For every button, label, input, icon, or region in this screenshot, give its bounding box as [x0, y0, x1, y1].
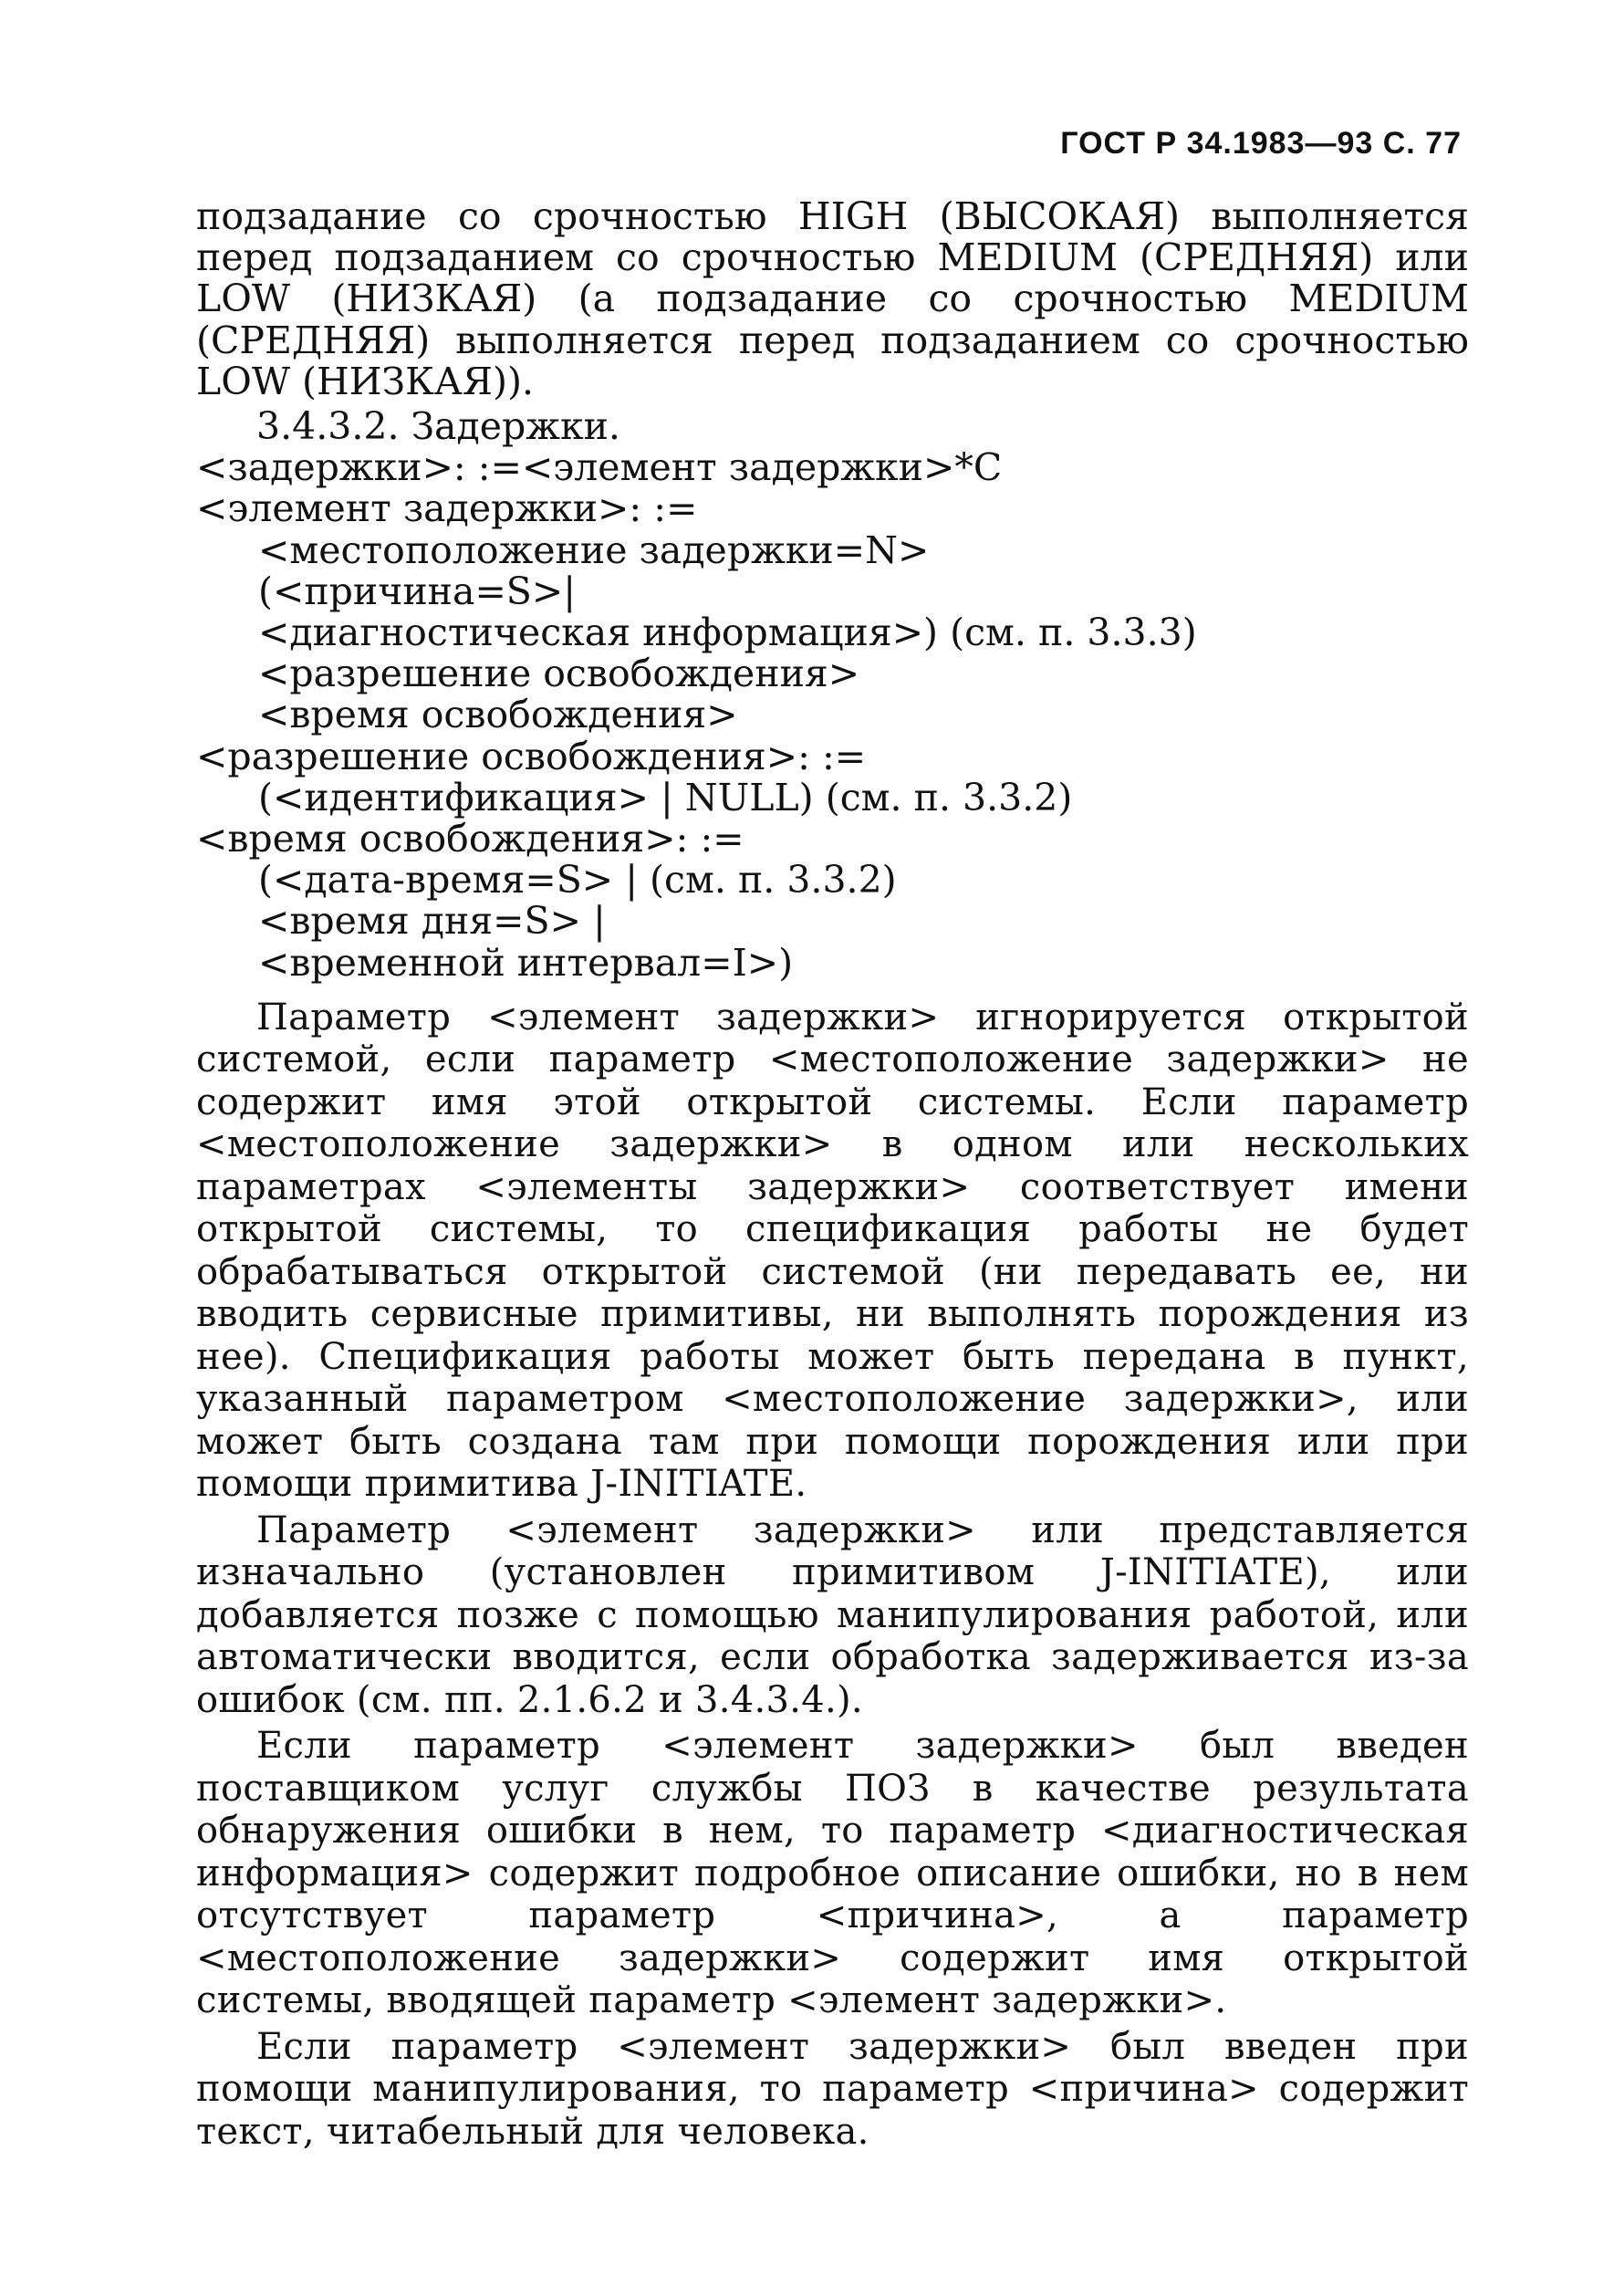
grammar-line: <время освобождения>	[258, 693, 738, 737]
grammar-line: <временной интервал=I>)	[258, 940, 794, 985]
page-header: ГОСТ Р 34.1983—93 С. 77	[1060, 126, 1462, 161]
grammar-line: <разрешение освобождения>	[258, 652, 860, 696]
grammar-block	[196, 447, 1469, 984]
grammar-line: <местоположение задержки=N>	[258, 527, 930, 572]
paragraph-error-case: Если параметр <элемент задержки> был введен поставщиком услуг службы ПОЗ в качестве результата обнаружения ошибки в нем, то параметр <диагностическая информация> содержит подробное описание ошибки, но в нем отсутствует параметр <причина>, а параметр <местоположение задержки> содержит имя открытой системы, вводящей параметр <элемент задержки>.	[196, 1725, 1469, 2022]
grammar-line: (<причина=S>|	[258, 569, 577, 613]
grammar-line: <задержки>: :=<элемент задержки>*С	[196, 445, 1003, 490]
grammar-line: <время дня=S> |	[258, 899, 606, 944]
paragraph-manipulation-case: Если параметр <элемент задержки> был введен при помощи манипулирования, то параметр <причина> содержит текст, читабельный для человека.	[196, 2025, 1469, 2153]
section-heading: 3.4.3.2. Задержки.	[256, 404, 620, 449]
grammar-line: <время освобождения>: :=	[196, 817, 744, 861]
grammar-line: (<дата-время=S> | (см. п. 3.3.2)	[258, 858, 897, 903]
grammar-line: <элемент задержки>: :=	[196, 486, 698, 531]
paragraph-origin: Параметр <элемент задержки> или представляется изначально (установлен примитивом J-INITIATE), или добавляется позже с помощью манипулирования работой, или автоматически вводится, если обработка задерживается из-за ошибок (см. пп. 2.1.6.2 и 3.4.3.4.).	[196, 1508, 1469, 1721]
intro-paragraph: подзадание со срочностью HIGH (ВЫСОКАЯ) выполняется перед подзаданием со срочностью MEDIUM (СРЕДНЯЯ) или LOW (НИЗКАЯ) (а подзадание со срочностью MEDIUM (СРЕДНЯЯ) выполняется перед подзаданием со срочностью LOW (НИЗКАЯ)).	[196, 194, 1469, 403]
document-body	[196, 196, 1469, 2156]
grammar-line: <разрешение освобождения>: :=	[196, 734, 867, 778]
grammar-line: (<идентификация> | NULL) (см. п. 3.3.2)	[258, 775, 1073, 819]
grammar-line: <диагностическая информация>) (см. п. 3.3.3)	[258, 611, 1197, 655]
paragraph-ignore-rule: Параметр <элемент задержки> игнорируется открытой системой, если параметр <местоположение задержки> не содержит имя этой открытой системы. Если параметр <местоположение задержки> в одном или нескольких параметрах <элементы задержки> соответствует имени открытой системы, то спецификация работы не будет обрабатываться открытой системой (ни передавать ее, ни вводить сервисные примитивы, ни выполнять порождения из нее). Спецификация работы может быть передана в пункт, указанный параметром <местоположение задержки>, или может быть создана там при помощи порождения или при помощи примитива J-INITIATE.	[196, 996, 1469, 1506]
